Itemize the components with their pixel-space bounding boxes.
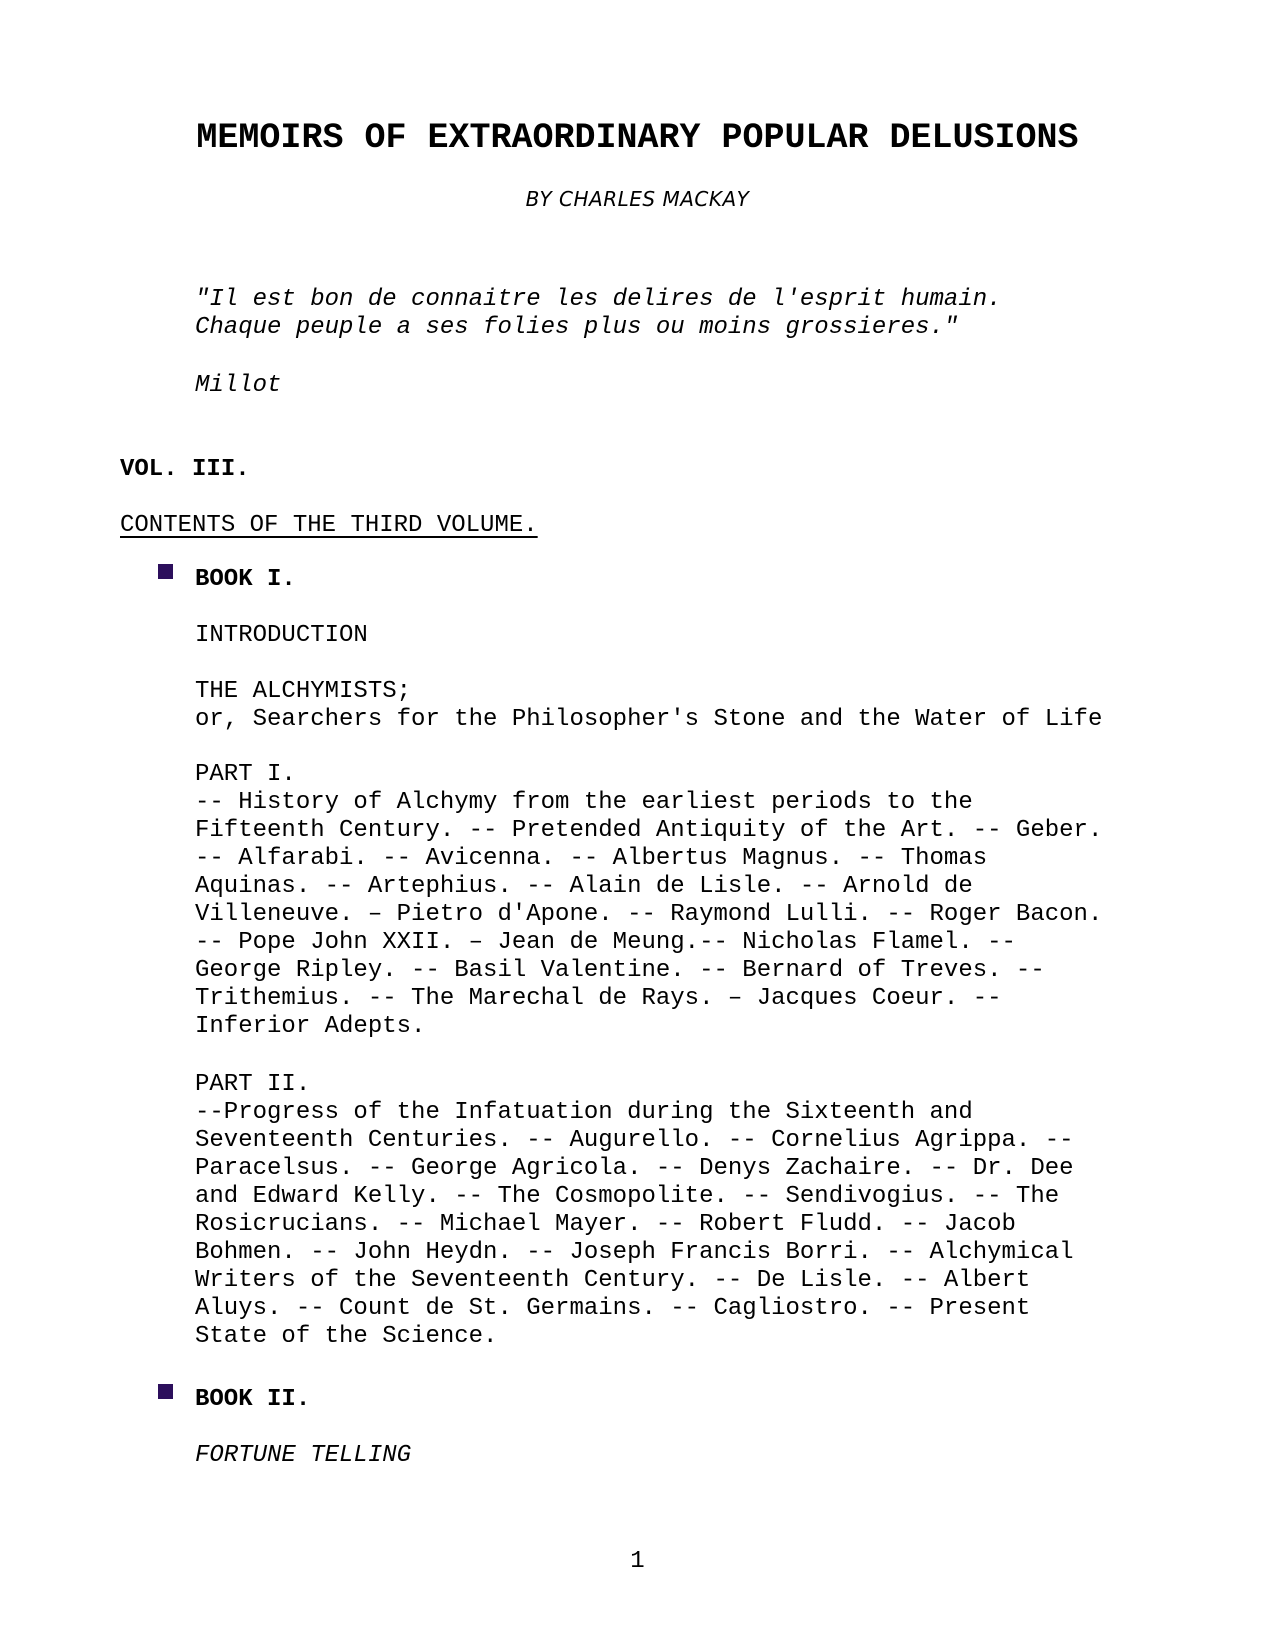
part-1-line: Villeneuve. – Pietro d'Apone. -- Raymond Lulli. -- Roger Bacon. <box>195 901 1103 928</box>
epigraph-author: Millot <box>195 372 282 399</box>
alchymists-subtitle: or, Searchers for the Philosopher's Stone and the Water of Life <box>195 706 1103 733</box>
part-1-heading: PART I. <box>195 761 296 788</box>
part-1-line: -- Alfarabi. -- Avicenna. -- Albertus Magnus. -- Thomas <box>195 845 988 872</box>
fortune-telling-title: FORTUNE TELLING <box>195 1442 412 1469</box>
part-1-line: Fifteenth Century. -- Pretended Antiquity of the Art. -- Geber. <box>195 817 1103 844</box>
book-2-heading: BOOK II. <box>195 1386 311 1413</box>
volume-label: VOL. III. <box>120 456 250 483</box>
part-1-section <box>195 761 1102 1041</box>
part-1-line: Trithemius. -- The Marechal de Rays. – Jacques Coeur. -- <box>195 985 1002 1012</box>
square-bullet-icon <box>158 1384 173 1399</box>
book-1-heading: BOOK I. <box>195 566 296 593</box>
part-2-line: Bohmen. -- John Heydn. -- Joseph Francis Borri. -- Alchymical <box>195 1239 1074 1266</box>
part-2-line: Seventeenth Centuries. -- Augurello. -- Cornelius Agrippa. -- <box>195 1127 1074 1154</box>
book-1-introduction <box>195 622 368 650</box>
epigraph-line: "Il est bon de connaitre les delires de l'esprit humain. <box>195 286 1002 313</box>
part-1-line: Aquinas. -- Artephius. -- Alain de Lisle. -- Arnold de <box>195 873 973 900</box>
part-2-line: Writers of the Seventeenth Century. -- De Lisle. -- Albert <box>195 1267 1031 1294</box>
part-2-line: --Progress of the Infatuation during the Sixteenth and <box>195 1099 973 1126</box>
part-2-section <box>195 1071 1074 1351</box>
part-2-line: State of the Science. <box>195 1323 498 1350</box>
part-2-line: Rosicrucians. -- Michael Mayer. -- Robert Fludd. -- Jacob <box>195 1211 1016 1238</box>
epigraph-quote <box>195 286 1002 342</box>
part-2-line: Aluys. -- Count de St. Germains. -- Cagliostro. -- Present <box>195 1295 1031 1322</box>
introduction-label: INTRODUCTION <box>195 622 368 649</box>
author-byline: BY CHARLES MACKAY <box>525 187 750 211</box>
page-number: 1 <box>630 1548 645 1575</box>
book-2-subtitle-block <box>195 1442 411 1470</box>
document-title: MEMOIRS OF EXTRAORDINARY POPULAR DELUSIONS <box>196 118 1079 158</box>
part-2-line: and Edward Kelly. -- The Cosmopolite. -- Sendivogius. -- The <box>195 1183 1060 1210</box>
part-1-line: George Ripley. -- Basil Valentine. -- Bernard of Treves. -- <box>195 957 1045 984</box>
contents-heading: CONTENTS OF THE THIRD VOLUME. <box>120 512 538 539</box>
alchymists-title: THE ALCHYMISTS; <box>195 678 412 705</box>
part-1-line: -- Pope John XXII. – Jean de Meung.-- Nicholas Flamel. -- <box>195 929 1016 956</box>
part-2-line: Paracelsus. -- George Agricola. -- Denys Zachaire. -- Dr. Dee <box>195 1155 1074 1182</box>
part-2-heading: PART II. <box>195 1071 311 1098</box>
part-1-line: Inferior Adepts. <box>195 1013 426 1040</box>
alchymists-section <box>195 678 1102 734</box>
part-1-line: -- History of Alchymy from the earliest periods to the <box>195 789 973 816</box>
epigraph-line: Chaque peuple a ses folies plus ou moins grossieres." <box>195 314 959 341</box>
square-bullet-icon <box>158 564 173 579</box>
